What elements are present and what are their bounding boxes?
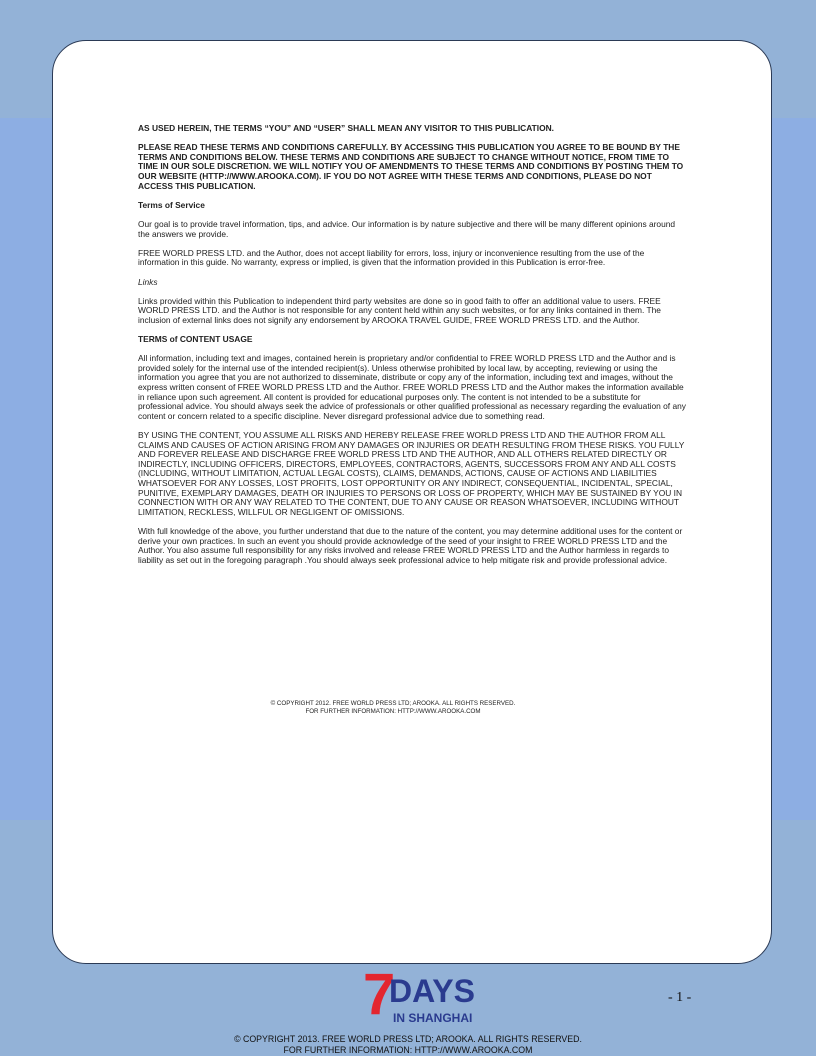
content-usage-heading: TERMS of CONTENT USAGE xyxy=(138,334,253,345)
logo-word: DAYS xyxy=(389,973,475,1009)
logo-subtitle: IN SHANGHAI xyxy=(393,1011,473,1025)
inner-copyright-line-1: © COPYRIGHT 2012. FREE WORLD PRESS LTD; AROOKA. ALL RIGHTS RESERVED. xyxy=(270,700,516,707)
notice-paragraph: PLEASE READ THESE TERMS AND CONDITIONS CAREFULLY. BY ACCESSING THIS PUBLICATION YOU AGREE TO BE BOUND BY THE TERMS AND CONDITIONS BELOW. THESE TERMS AND CONDITIONS ARE SUBJECT TO CHANGE WITHOUT NOTICE, FROM TIME TO TIME IN OUR SOLE DISCRETION. WE WILL NOTIFY YOU OF AMENDMENTS TO THESE TERMS AND CONDITIONS BY POSTING THEM TO OUR WEBSITE (HTTP://WWW.AROOKA.COM). IF YOU DO NOT AGREE WITH THESE TERMS AND CONDITIONS, PLEASE DO NOT ACCESS THIS PUBLICATION. xyxy=(138,142,684,191)
seven-days-in-shanghai-logo xyxy=(363,962,475,1028)
content-usage-paragraph-3: With full knowledge of the above, you further understand that due to the nature of the content, you may determine additional uses for the content or derive your own practices. In such an event you should provide acknowledge of the seed of your insight to FREE WORLD PRESS LTD and the Author. You also assume full responsibility for any risks involved and release FREE WORLD PRESS LTD and the Author harmless in regards to liability as set out in the foregoing paragraph .You should always seek professional advice to help mitigate risk and provide professional advice. xyxy=(138,525,683,565)
inner-copyright-line-2: FOR FURTHER INFORMATION: HTTP://WWW.AROOKA.COM xyxy=(305,708,481,716)
terms-of-service-heading: Terms of Service xyxy=(138,199,205,210)
terms-of-service-paragraph-2: FREE WORLD PRESS LTD. and the Author, does not accept liability for errors, loss, injury or inconvenience resulting from the use of the information in this guide. No warranty, express or implied, is given that the information provided in this Publication is error-free. xyxy=(138,247,645,268)
links-paragraph: Links provided within this Publication to independent third party websites are done so in good faith to offer an additional value to users. FREE WORLD PRESS LTD. and the Author is not responsible for any content held within any such websites, or for any links contained in them. The inclusion of external links does not signify any endorsement by AROOKA TRAVEL GUIDE, FREE WORLD PRESS LTD. and the Author. xyxy=(138,295,661,325)
page-number: - 1 - xyxy=(668,990,692,1005)
content-usage-paragraph-2: BY USING THE CONTENT, YOU ASSUME ALL RISKS AND HEREBY RELEASE FREE WORLD PRESS LTD AND THE AUTHOR FROM ALL CLAIMS AND CAUSES OF ACTION ARISING FROM ANY DAMAGES OR INJURIES OR DEATH RESULTING FROM THESE RISKS. YOU FULLY AND FOREVER RELEASE AND DISCHARGE FREE WORLD PRESS LTD AND THE AUTHOR, AND ALL OTHERS RELATED DIRECTLY OR INDIRECTLY, INCLUDING OFFICERS, DIRECTORS, EMPLOYEES, CONTRACTORS, AGENTS, SUCCESSORS FROM ANY AND ALL COSTS (INCLUDING, WITHOUT LIMITATION, ACTUAL LEGAL COSTS), CLAIMS, DEMANDS, ACTIONS, CAUSE OF ACTIONS AND LIABILITIES WHATSOEVER FOR ANY LOSSES, LOST PROFITS, LOST OPPORTUNITY OR ANY INDIRECT, CONSEQUENTIAL, INCIDENTAL, SPECIAL, PUNITIVE, EXEMPLARY DAMAGES, DEATH OR INJURIES TO PERSONS OR LOSS OF PROPERTY, WHICH MAY BE SUSTAINED BY YOU IN CONNECTION WITH OR ANY WAY RELATED TO THE CONTENT, DUE TO ANY CAUSE OR REASON WHATSOEVER, INCLUDING WITHOUT LIMITATION, RECKLESS, WILLFUL OR NEGLIGENT OF OMISSIONS. xyxy=(138,430,685,517)
footer-line-2: FOR FURTHER INFORMATION: HTTP://WWW.AROOKA.COM xyxy=(283,1045,533,1055)
footer xyxy=(150,1034,666,1056)
intro-paragraph: AS USED HEREIN, THE TERMS “YOU” AND “USER” SHALL MEAN ANY VISITOR TO THIS PUBLICATION. xyxy=(138,123,554,133)
content-usage-paragraph-1: All information, including text and images, contained herein is proprietary and/or confidential to FREE WORLD PRESS LTD and the Author and is provided solely for the internal use of the intended recipient(s). Unless otherwise prohibited by local law, by accepting, reviewing or using the information you agree that you are not authorized to disseminate, distribute or copy any of the information, including text and images, without the express written consent of FREE WORLD PRESS LTD and the Author. FREE WORLD PRESS LTD and the Author makes the information available in reliance upon such agreement. All content is provided for educational purposes only. The content is not intended to be a substitute for professional advice. You should always seek the advice of professionals or other qualified professional as necessary regarding the evaluation of any content or concern related to a specific discipline. Never disregard professional advice due to something read. xyxy=(138,353,686,421)
footer-line-1: © COPYRIGHT 2013. FREE WORLD PRESS LTD; AROOKA. ALL RIGHTS RESERVED. xyxy=(234,1034,582,1044)
links-heading: Links xyxy=(138,276,158,287)
logo-number: 7 xyxy=(363,962,396,1027)
terms-content xyxy=(138,124,686,575)
inner-copyright xyxy=(138,700,648,716)
terms-of-service-paragraph-1: Our goal is to provide travel information, tips, and advice. Our information is by nature subjective and there will be many different opinions around the answers we provide. xyxy=(138,218,676,239)
